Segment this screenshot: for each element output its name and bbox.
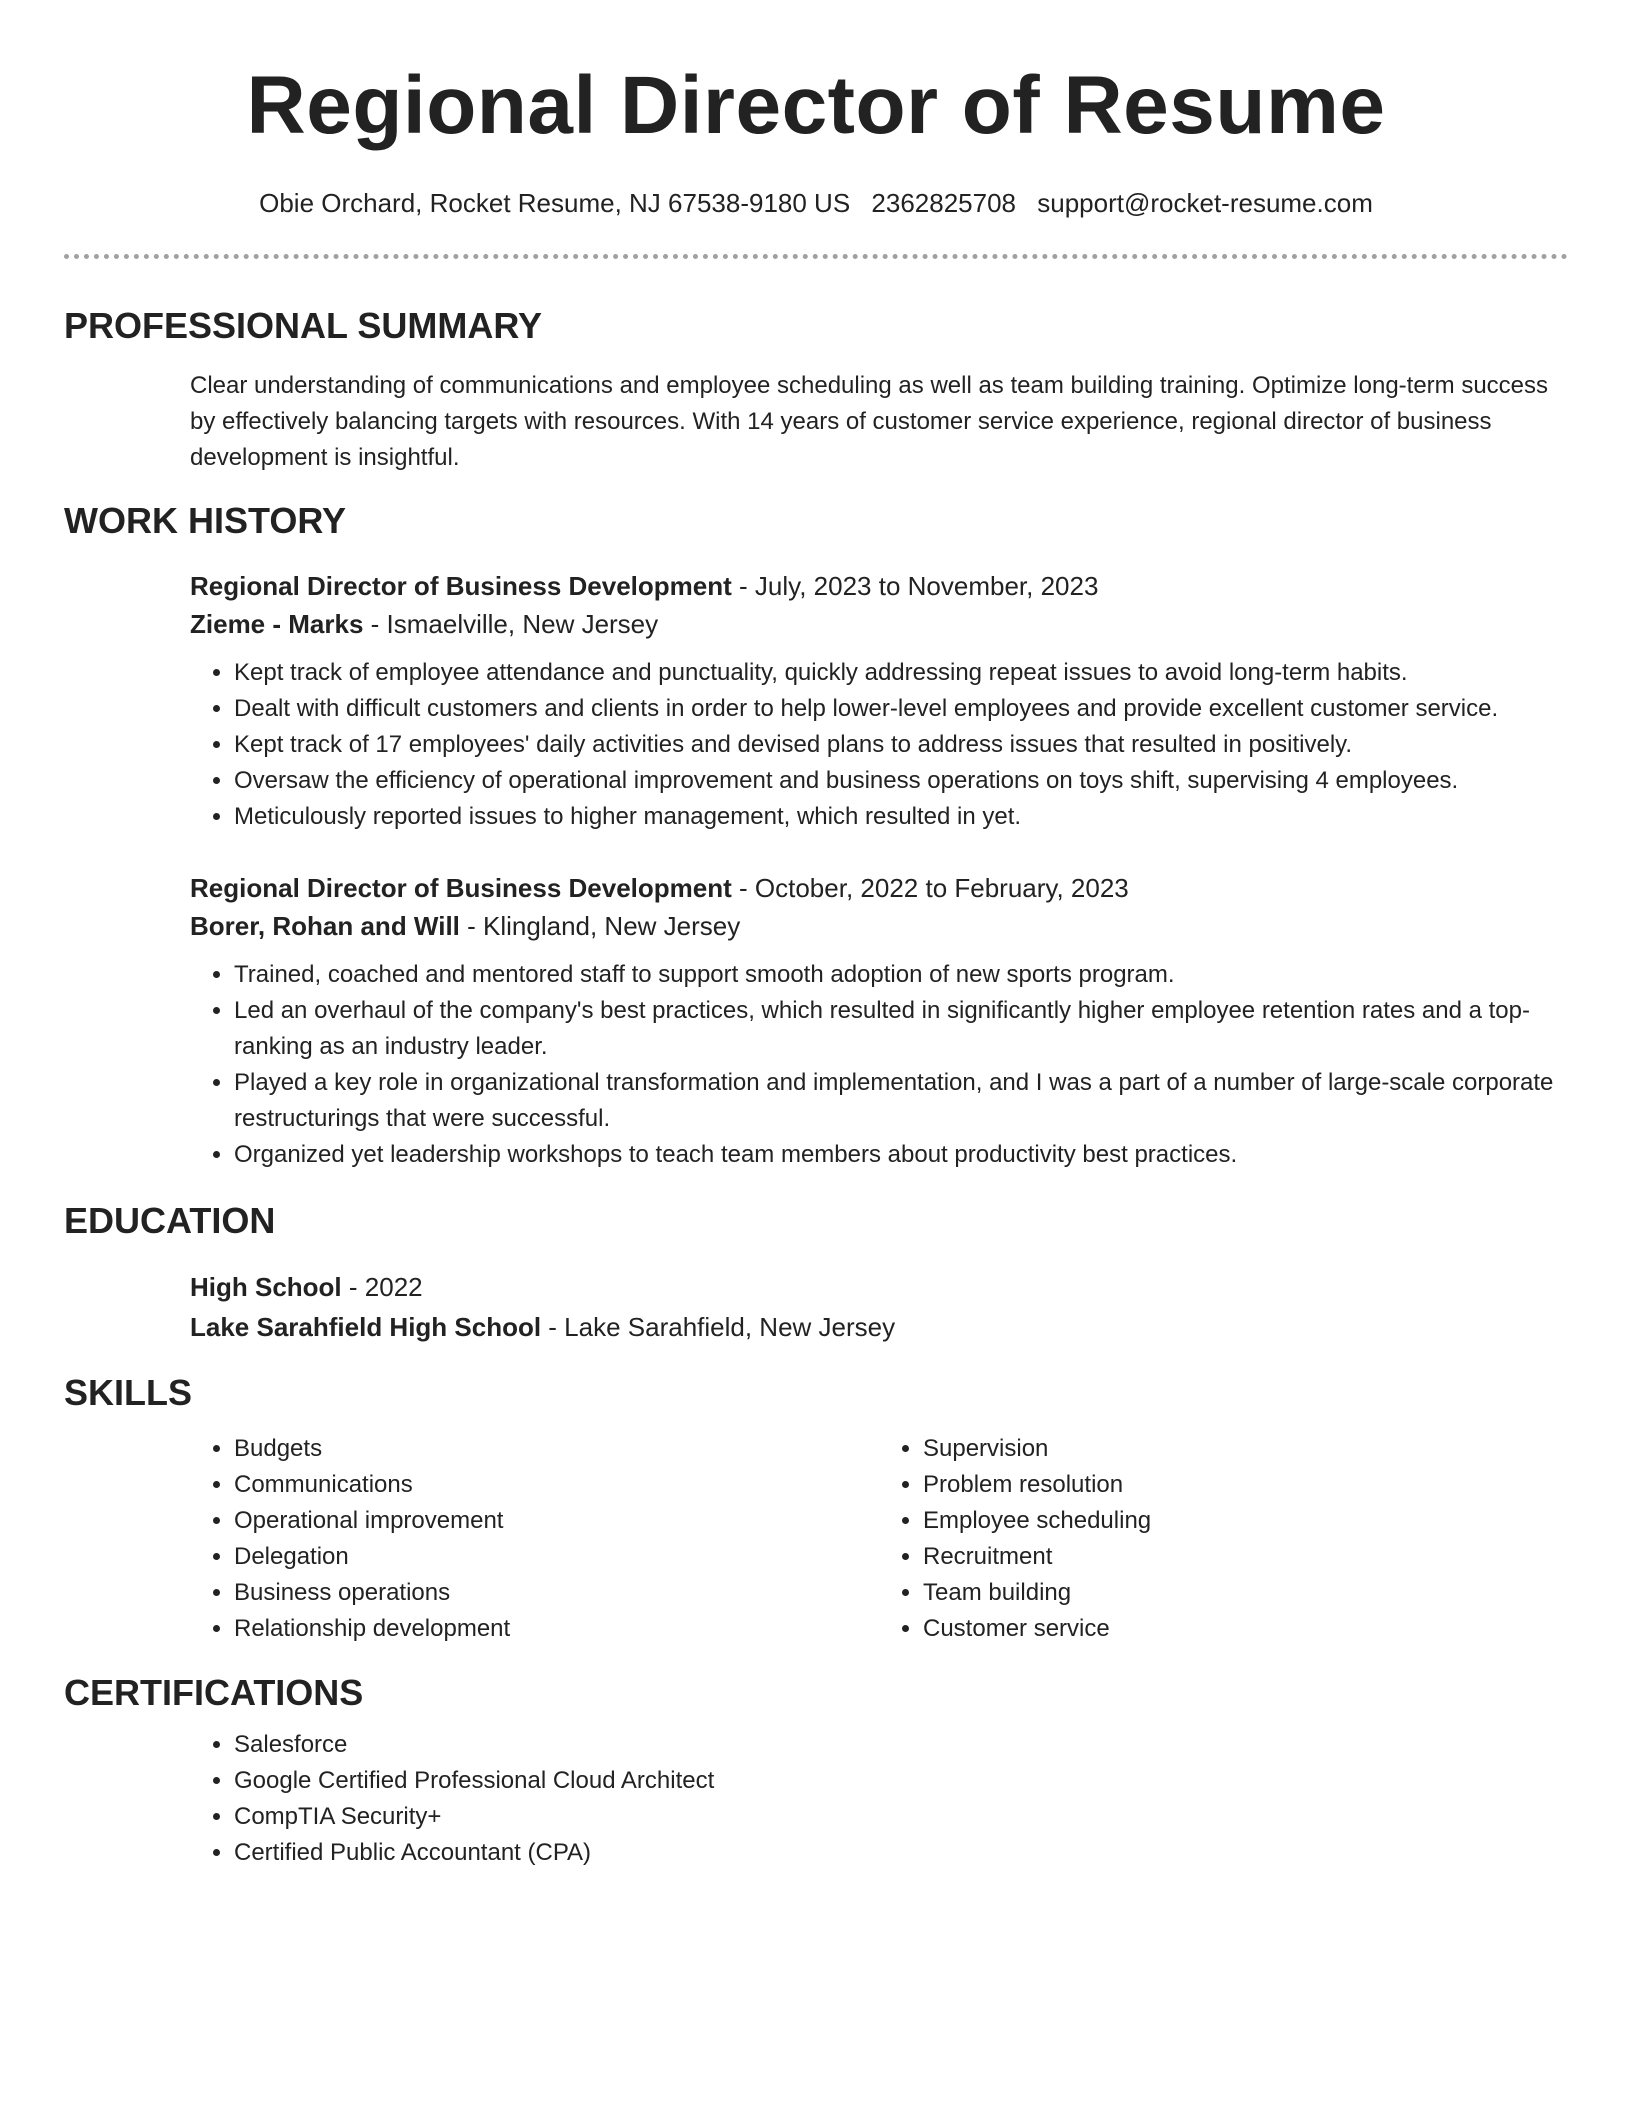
job-bullets: [190, 957, 1568, 1173]
education-school: Lake Sarahfield High School: [190, 1312, 542, 1342]
certifications-section: [64, 1727, 1568, 1871]
skill-item: • Business operations: [234, 1575, 879, 1611]
job-dates: - July, 2023 to November, 2023: [731, 571, 1099, 601]
education-degree: High School: [190, 1272, 342, 1302]
skill-item: • Recruitment: [923, 1539, 1568, 1575]
job-bullets: [190, 655, 1568, 835]
job-entry: [190, 869, 1568, 1173]
certifications-title: CERTIFICATIONS: [64, 1672, 364, 1713]
job-bullet: • Kept track of 17 employees' daily activities and devised plans to address issues that resulted in positively.: [234, 727, 1568, 763]
job-bullet: • Played a key role in organizational transformation and implementation, and I was a part of a number of large-scale corporate restructurings that were successful.: [234, 1065, 1568, 1137]
job-bullet: • Kept track of employee attendance and punctuality, quickly addressing repeat issues to avoid long-term habits.: [234, 655, 1568, 691]
contact-email: support@rocket-resume.com: [1037, 188, 1373, 218]
job-location: - Klingland, New Jersey: [459, 911, 741, 941]
education-degree-line: [190, 1267, 1568, 1307]
skill-item: • Operational improvement: [234, 1503, 879, 1539]
job-bullet: • Led an overhaul of the company's best practices, which resulted in significantly higher employee retention rates and a top-ranking as an industry leader.: [234, 993, 1568, 1065]
certification-item: • Google Certified Professional Cloud Architect: [234, 1763, 1568, 1799]
contact-line: [64, 186, 1568, 220]
job-company-line: [190, 605, 1568, 643]
skill-item: • Relationship development: [234, 1611, 879, 1647]
contact-phone: 2362825708: [871, 188, 1017, 218]
job-company-line: [190, 907, 1568, 945]
skill-item: • Problem resolution: [923, 1467, 1568, 1503]
certification-item: • Salesforce: [234, 1727, 1568, 1763]
education-school-line: [190, 1307, 1568, 1347]
skill-item: • Budgets: [234, 1431, 879, 1467]
skills-section: [64, 1431, 1568, 1647]
skill-item: • Communications: [234, 1467, 879, 1503]
skills-title: SKILLS: [64, 1372, 193, 1413]
certification-item: • CompTIA Security+: [234, 1799, 1568, 1835]
job-location: - Ismaelville, New Jersey: [363, 609, 659, 639]
job-title-line: [190, 869, 1568, 907]
job-company: Zieme - Marks: [190, 609, 364, 639]
header-divider: [64, 254, 1568, 259]
resume-name: Regional Director of Resume: [246, 60, 1386, 151]
job-bullet: • Meticulously reported issues to higher management, which resulted in yet.: [234, 799, 1568, 835]
education-location: - Lake Sarahfield, New Jersey: [541, 1312, 896, 1342]
summary-title: PROFESSIONAL SUMMARY: [64, 305, 543, 346]
job-bullet: • Trained, coached and mentored staff to support smooth adoption of new sports program.: [234, 957, 1568, 993]
education-year: - 2022: [341, 1272, 423, 1302]
job-bullet: • Oversaw the efficiency of operational improvement and business operations on toys shift, supervising 4 employees.: [234, 763, 1568, 799]
work-history-title: WORK HISTORY: [64, 500, 347, 541]
skills-grid: [190, 1431, 1568, 1647]
job-bullet: • Dealt with difficult customers and clients in order to help lower-level employees and provide excellent customer service.: [234, 691, 1568, 727]
certifications-list: [190, 1727, 1568, 1871]
skill-item: • Customer service: [923, 1611, 1568, 1647]
contact-address: Obie Orchard, Rocket Resume, NJ 67538-9180 US: [259, 188, 851, 218]
job-dates: - October, 2022 to February, 2023: [731, 873, 1129, 903]
job-role: Regional Director of Business Development: [190, 571, 732, 601]
work-history-section: [64, 567, 1568, 1173]
job-company: Borer, Rohan and Will: [190, 911, 460, 941]
education-title: EDUCATION: [64, 1200, 276, 1241]
skill-item: • Employee scheduling: [923, 1503, 1568, 1539]
skill-item: • Delegation: [234, 1539, 879, 1575]
summary-text: Clear understanding of communications and employee scheduling as well as team building training. Optimize long-term success by effectively balancing targets with resources. With 14 years of customer service experience, regional director of business development is insightful.: [190, 372, 1549, 471]
certification-item: • Certified Public Accountant (CPA): [234, 1835, 1568, 1871]
skill-item: • Supervision: [923, 1431, 1568, 1467]
job-title-line: [190, 567, 1568, 605]
skill-item: • Team building: [923, 1575, 1568, 1611]
skills-list-left: [190, 1431, 879, 1647]
summary-section: [64, 368, 1568, 476]
job-role: Regional Director of Business Development: [190, 873, 732, 903]
skills-list-right: [879, 1431, 1568, 1647]
job-entry: [190, 567, 1568, 835]
job-bullet: • Organized yet leadership workshops to teach team members about productivity best practices.: [234, 1137, 1568, 1173]
education-section: [64, 1267, 1568, 1347]
